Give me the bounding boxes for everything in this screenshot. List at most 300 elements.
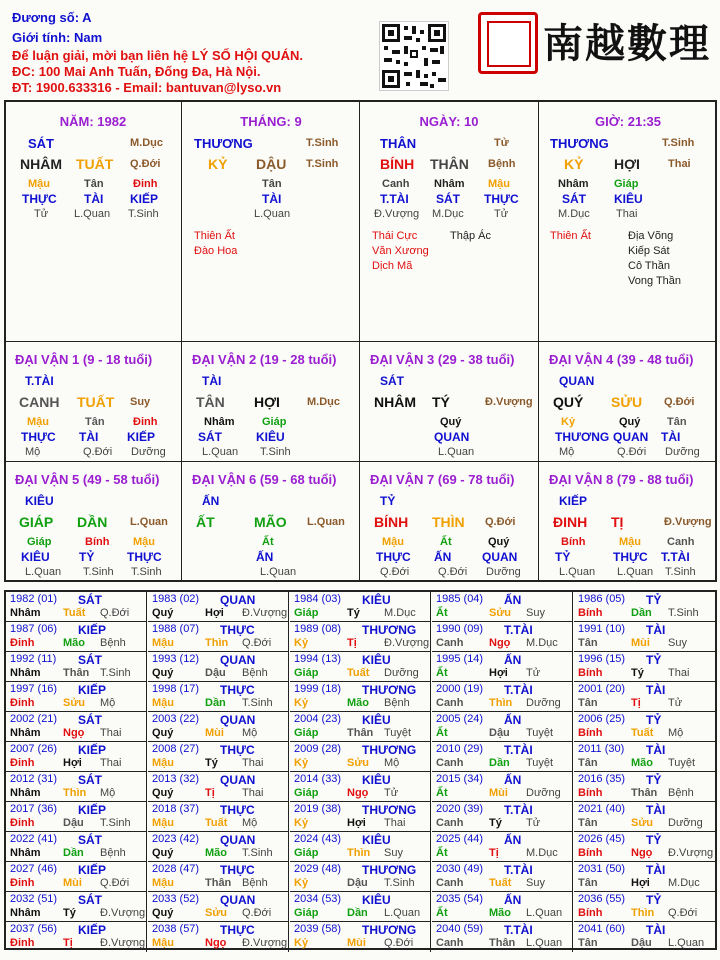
year-ten-god: QUAN xyxy=(220,773,256,787)
year-ten-god: ẤN xyxy=(504,893,522,907)
year-life-stage: T.Sinh xyxy=(100,667,131,679)
year-life-stage: M.Dục xyxy=(526,637,558,649)
dai-van-hidden-god: ẤN xyxy=(256,550,274,564)
year-branch: Mùi xyxy=(489,787,508,799)
year-branch: Ngọ xyxy=(489,637,511,649)
branch-stage: T.Sinh xyxy=(306,158,339,170)
ten-god: THƯƠNG xyxy=(194,136,253,151)
hidden-god: THỰC xyxy=(484,192,519,206)
year-label: 2020 (39) xyxy=(436,803,484,815)
dai-van-stem: ẤT xyxy=(196,514,215,530)
dai-van-stage: Đ.Vượng xyxy=(485,396,533,408)
star: Vong Thần xyxy=(628,275,682,287)
year-ten-god: THỰC xyxy=(220,743,255,757)
dai-van-hidden-stem: Mậu xyxy=(619,536,641,548)
year-label: 2001 (20) xyxy=(578,683,626,695)
year-life-stage: L.Quan xyxy=(526,937,563,949)
year-ten-god: QUAN xyxy=(220,593,256,607)
year-life-stage: Bệnh xyxy=(100,847,126,859)
dai-van-hidden-god: THƯƠNG xyxy=(555,430,610,444)
hidden-stage: Tử xyxy=(34,208,49,220)
year-label: 1985 (04) xyxy=(436,593,484,605)
dai-van-stem: CANH xyxy=(19,394,60,410)
year-branch: Thìn xyxy=(489,697,513,709)
year-branch: Thìn xyxy=(63,787,87,799)
dai-van-branch: THÌN xyxy=(432,514,465,530)
year-stem: Ất xyxy=(436,787,448,799)
qr-code-icon[interactable] xyxy=(379,21,449,91)
year-branch: Dậu xyxy=(63,817,84,829)
year-life-stage: Đ.Vượng xyxy=(100,937,146,949)
year-label: 2035 (54) xyxy=(436,893,484,905)
year-life-stage: Q.Đới xyxy=(242,907,272,919)
year-label: 1989 (08) xyxy=(294,623,342,635)
year-life-stage: Bệnh xyxy=(100,637,126,649)
dai-van-title: ĐẠI VẬN 5 (49 - 58 tuổi) xyxy=(15,472,160,487)
year-branch: Dậu xyxy=(631,937,652,949)
year-ten-god: TÀI xyxy=(646,623,666,637)
pillar-title: GIỜ: 21:35 xyxy=(594,114,661,129)
dai-van-stage: L.Quan xyxy=(307,516,345,528)
dai-van-hidden-stem: Canh xyxy=(667,536,695,548)
year-life-stage: Q.Đới xyxy=(100,607,130,619)
heavenly-stem: KỶ xyxy=(564,156,584,172)
year-label: 2038 (57) xyxy=(152,923,200,935)
dai-van-stem: GIÁP xyxy=(19,514,54,530)
year-branch: Mão xyxy=(347,697,369,709)
year-cell xyxy=(6,802,147,832)
year-stem: Bính xyxy=(578,847,603,859)
year-cell xyxy=(6,772,147,802)
dai-van-god: TÀI xyxy=(202,374,222,388)
life-stage: Tử xyxy=(494,137,509,149)
dai-van-hidden-god: THỰC xyxy=(613,550,648,564)
year-stem: Nhâm xyxy=(10,727,41,739)
dai-van-hidden-stage: Dưỡng xyxy=(665,446,700,458)
hidden-god: TÀI xyxy=(262,192,282,206)
year-life-stage: Q.Đới xyxy=(384,937,414,949)
year-branch: Mùi xyxy=(347,937,366,949)
year-life-stage: Mộ xyxy=(668,727,684,739)
dai-van-hidden-god: TÀI xyxy=(661,430,681,444)
dai-van-hidden-stage: Q.Đới xyxy=(83,446,113,458)
year-cell xyxy=(432,712,573,742)
dai-van-title: ĐẠI VẬN 6 (59 - 68 tuổi) xyxy=(192,472,337,487)
year-label: 2018 (37) xyxy=(152,803,200,815)
year-stem: Canh xyxy=(436,937,464,949)
seal-logo-icon xyxy=(478,12,538,74)
dai-van-hidden-stage: Q.Đới xyxy=(438,566,468,578)
year-branch: Sửu xyxy=(489,607,512,619)
year-life-stage: Thai xyxy=(668,667,690,679)
year-stem: Bính xyxy=(578,727,603,739)
star: Thái Cực xyxy=(372,230,418,242)
branch-stage: Thai xyxy=(668,158,691,170)
dai-van-branch: TÝ xyxy=(432,394,450,410)
dai-van-hidden-stage: Dưỡng xyxy=(131,446,166,458)
dai-van-branch: SỬU xyxy=(611,394,643,410)
year-branch: Ngọ xyxy=(347,787,369,799)
dai-van-god: ẤN xyxy=(202,494,220,508)
year-branch: Mão xyxy=(205,847,227,859)
ten-god: THÂN xyxy=(380,136,417,151)
year-label: 2011 (30) xyxy=(578,743,625,755)
seal-inner-icon xyxy=(487,21,531,67)
year-cell xyxy=(148,892,289,922)
year-ten-god: KIẾP xyxy=(78,863,107,877)
year-stem: Đinh xyxy=(10,637,35,649)
branch-stage: Q.Đới xyxy=(130,158,161,170)
year-ten-god: THƯƠNG xyxy=(362,923,417,937)
dai-van-hidden-god: SÁT xyxy=(198,430,222,444)
year-stem: Canh xyxy=(436,637,464,649)
year-life-stage: Mộ xyxy=(384,757,400,769)
dai-van-stem: BÍNH xyxy=(374,514,409,530)
year-label: 1982 (01) xyxy=(10,593,58,605)
year-label: 2026 (45) xyxy=(578,833,626,845)
year-life-stage: Dưỡng xyxy=(668,817,703,829)
year-life-stage: Tuyệt xyxy=(384,727,412,739)
year-branch: Hợi xyxy=(63,757,82,769)
year-label: 1988 (07) xyxy=(152,623,200,635)
year-ten-god: KIÊU xyxy=(362,713,391,727)
year-branch: Ngọ xyxy=(205,937,227,949)
year-life-stage: Suy xyxy=(526,877,545,889)
year-life-stage: Đ.Vượng xyxy=(668,847,714,859)
life-stage: T.Sinh xyxy=(662,137,695,149)
year-label: 2012 (31) xyxy=(10,773,58,785)
dai-van-hidden-god: TỶ xyxy=(555,550,571,564)
star: Địa Võng xyxy=(628,230,674,242)
year-branch: Mùi xyxy=(63,877,82,889)
year-label: 2006 (25) xyxy=(578,713,626,725)
year-ten-god: QUAN xyxy=(220,653,256,667)
earthly-branch: THÂN xyxy=(430,156,469,172)
year-life-stage: Q.Đới xyxy=(668,907,698,919)
year-ten-god: TỶ xyxy=(646,893,662,907)
year-life-stage: Đ.Vượng xyxy=(100,907,146,919)
dai-van-branch: HỢI xyxy=(254,394,280,410)
year-life-stage: Suy xyxy=(384,847,403,859)
year-branch: Dần xyxy=(489,757,510,769)
year-label: 2041 (60) xyxy=(578,923,626,935)
dai-van-hidden-god: TỶ xyxy=(79,550,95,564)
year-cell xyxy=(290,592,431,622)
phone-email-line[interactable]: ĐT: 1900.633316 - Email: bantuvan@lyso.vn xyxy=(12,80,282,95)
year-cell xyxy=(290,682,431,712)
year-label: 2000 (19) xyxy=(436,683,484,695)
year-cell xyxy=(6,862,147,892)
year-branch: Dậu xyxy=(489,727,510,739)
dai-van-stage: M.Dục xyxy=(307,396,340,408)
year-label: 2030 (49) xyxy=(436,863,484,875)
year-ten-god: QUAN xyxy=(220,833,256,847)
hidden-stem: Tân xyxy=(84,178,104,190)
year-cell xyxy=(290,772,431,802)
year-stem: Ất xyxy=(436,607,448,619)
year-label: 2013 (32) xyxy=(152,773,200,785)
dai-van-hidden-stem: Nhâm xyxy=(204,416,235,428)
dai-van-hidden-god: QUAN xyxy=(434,430,470,444)
year-branch: Hợi xyxy=(631,877,650,889)
year-stem: Mậu xyxy=(152,937,174,949)
year-stem: Giáp xyxy=(294,907,319,919)
year-life-stage: Dưỡng xyxy=(384,667,419,679)
year-stem: Ất xyxy=(436,907,448,919)
year-label: 2008 (27) xyxy=(152,743,200,755)
year-label: 2017 (36) xyxy=(10,803,58,815)
year-cell xyxy=(432,742,573,772)
year-label: 1996 (15) xyxy=(578,653,626,665)
dai-van-hidden-stem: Mậu xyxy=(133,536,155,548)
year-label: 2010 (29) xyxy=(436,743,484,755)
year-cell xyxy=(432,592,573,622)
year-cell xyxy=(148,622,289,652)
year-cell xyxy=(290,712,431,742)
year-stem: Quý xyxy=(152,607,174,619)
year-stem: Đinh xyxy=(10,817,35,829)
pillar-title: NĂM: 1982 xyxy=(59,114,127,129)
hidden-stem: Tân xyxy=(262,178,282,190)
year-life-stage: T.Sinh xyxy=(100,817,131,829)
dai-van-hidden-stage: T.Sinh xyxy=(665,566,696,578)
year-stem: Mậu xyxy=(152,637,174,649)
heavenly-stem: KỶ xyxy=(208,156,228,172)
dai-van-hidden-stem: Giáp xyxy=(27,536,52,548)
year-life-stage: Thai xyxy=(100,727,122,739)
year-life-stage: L.Quan xyxy=(668,937,705,949)
year-ten-god: QUAN xyxy=(220,893,256,907)
year-label: 2021 (40) xyxy=(578,803,626,815)
year-cell xyxy=(148,682,289,712)
hidden-stage: Đ.Vượng xyxy=(374,208,420,220)
year-life-stage: Mộ xyxy=(100,697,116,709)
year-ten-god: SÁT xyxy=(78,773,102,787)
dai-van-hidden-stem: Mậu xyxy=(382,536,404,548)
year-label: 2014 (33) xyxy=(294,773,342,785)
year-ten-god: THỰC xyxy=(220,803,255,817)
year-cell xyxy=(148,862,289,892)
year-branch: Mùi xyxy=(205,727,224,739)
year-stem: Giáp xyxy=(294,607,319,619)
year-stem: Đinh xyxy=(10,937,35,949)
year-cell xyxy=(290,622,431,652)
year-stem: Đinh xyxy=(10,697,35,709)
year-cell xyxy=(6,742,147,772)
year-life-stage: Q.Đới xyxy=(242,637,272,649)
earthly-branch: HỢI xyxy=(614,156,640,172)
year-ten-god: THƯƠNG xyxy=(362,623,417,637)
year-ten-god: KIÊU xyxy=(362,833,391,847)
dai-van-hidden-stem: Bính xyxy=(85,536,110,548)
year-branch: Tuất xyxy=(205,817,228,829)
year-branch: Thân xyxy=(631,787,658,799)
year-cell xyxy=(290,742,431,772)
year-life-stage: Tuyệt xyxy=(526,727,554,739)
dai-van-hidden-stage: Q.Đới xyxy=(617,446,647,458)
year-stem: Đinh xyxy=(10,757,35,769)
year-ten-god: SÁT xyxy=(78,893,102,907)
year-label: 2009 (28) xyxy=(294,743,342,755)
star: Thập Ác xyxy=(450,230,491,242)
dai-van-hidden-stem: Đinh xyxy=(133,416,158,428)
year-stem: Tân xyxy=(578,817,598,829)
dai-van-title: ĐẠI VẬN 7 (69 - 78 tuổi) xyxy=(370,472,515,487)
year-life-stage: Dưỡng xyxy=(526,787,561,799)
year-life-stage: Tuyệt xyxy=(668,757,696,769)
year-ten-god: KIÊU xyxy=(362,593,391,607)
year-life-stage: Mộ xyxy=(242,817,258,829)
year-stem: Nhâm xyxy=(10,787,41,799)
dai-van-hidden-stem: Quý xyxy=(619,416,641,428)
year-branch: Hợi xyxy=(347,817,366,829)
year-life-stage: Tuyệt xyxy=(526,757,554,769)
dai-van-hidden-stem: Quý xyxy=(440,416,462,428)
year-branch: Tuất xyxy=(347,667,370,679)
hidden-stem: Giáp xyxy=(614,178,639,190)
year-branch: Tý xyxy=(347,607,360,619)
dai-van-branch: DẦN xyxy=(77,514,108,530)
hidden-stage: Thai xyxy=(616,208,638,220)
dai-van-hidden-stage: Mộ xyxy=(559,446,575,458)
year-branch: Tý xyxy=(205,757,218,769)
hidden-stage: L.Quan xyxy=(74,208,111,220)
year-ten-god: THƯƠNG xyxy=(362,803,417,817)
year-stem: Giáp xyxy=(294,847,319,859)
year-branch: Sửu xyxy=(205,907,228,919)
dai-van-hidden-stage: L.Quan xyxy=(438,446,475,458)
pillar-title: THÁNG: 9 xyxy=(240,114,302,129)
year-stem: Canh xyxy=(436,697,464,709)
year-ten-god: TỶ xyxy=(646,833,662,847)
year-cell xyxy=(574,862,715,892)
year-label: 2036 (55) xyxy=(578,893,626,905)
year-life-stage: Tử xyxy=(526,667,541,679)
year-life-stage: Thai xyxy=(384,817,406,829)
dai-van-hidden-stem: Ất xyxy=(262,536,274,548)
year-life-stage: Mộ xyxy=(242,727,258,739)
year-stem: Bính xyxy=(578,787,603,799)
year-life-stage: Tử xyxy=(384,787,399,799)
year-branch: Thân xyxy=(489,937,516,949)
year-branch: Ngọ xyxy=(63,727,85,739)
ten-god: SÁT xyxy=(28,136,54,151)
year-life-stage: T.Sinh xyxy=(242,697,273,709)
year-stem: Quý xyxy=(152,727,174,739)
year-branch: Tuất xyxy=(63,607,86,619)
heavenly-stem: BÍNH xyxy=(380,156,415,172)
year-cell xyxy=(432,652,573,682)
year-cell xyxy=(432,862,573,892)
year-branch: Dần xyxy=(63,847,84,859)
dai-van-god: T.TÀI xyxy=(25,374,54,388)
year-branch: Dậu xyxy=(347,877,368,889)
divider xyxy=(5,461,716,462)
dai-van-hidden-stem: Kỷ xyxy=(561,416,576,428)
year-cell xyxy=(432,772,573,802)
year-label: 2023 (42) xyxy=(152,833,200,845)
year-life-stage: L.Quan xyxy=(384,907,421,919)
year-label: 2039 (58) xyxy=(294,923,342,935)
year-ten-god: SÁT xyxy=(78,833,102,847)
year-life-stage: Tử xyxy=(526,817,541,829)
year-label: 2032 (51) xyxy=(10,893,58,905)
year-cell xyxy=(148,922,289,952)
dai-van-branch: TỊ xyxy=(611,514,624,530)
hidden-stem: Mậu xyxy=(28,178,50,190)
year-ten-god: ẤN xyxy=(504,833,522,847)
dai-van-hidden-god: ẤN xyxy=(434,550,452,564)
year-life-stage: M.Dục xyxy=(384,607,416,619)
dai-van-hidden-stage: L.Quan xyxy=(617,566,654,578)
year-cell xyxy=(574,922,715,952)
year-stem: Ất xyxy=(436,727,448,739)
year-cell xyxy=(6,652,147,682)
year-ten-god: T.TÀI xyxy=(504,743,533,757)
year-ten-god: THỰC xyxy=(220,923,255,937)
year-cell xyxy=(148,652,289,682)
year-label: 1984 (03) xyxy=(294,593,342,605)
year-label: 2029 (48) xyxy=(294,863,342,875)
dai-van-hidden-stage: L.Quan xyxy=(559,566,596,578)
year-stem: Tân xyxy=(578,937,598,949)
year-branch: Tý xyxy=(489,817,502,829)
year-cell xyxy=(574,772,715,802)
year-ten-god: TỶ xyxy=(646,593,662,607)
year-stem: Nhâm xyxy=(10,667,41,679)
year-ten-god: THỰC xyxy=(220,683,255,697)
dai-van-hidden-stem: Tân xyxy=(667,416,687,428)
contact-line: Để luận giải, mời bạn liên hệ LÝ SỐ HỘI QUÁN. xyxy=(12,48,303,63)
year-label: 2034 (53) xyxy=(294,893,342,905)
year-cell xyxy=(574,832,715,862)
year-label: 2005 (24) xyxy=(436,713,484,725)
year-cell xyxy=(432,802,573,832)
address-line: ĐC: 100 Mai Anh Tuấn, Đống Đa, Hà Nội. xyxy=(12,64,261,79)
year-branch: Tý xyxy=(63,907,76,919)
year-ten-god: THỰC xyxy=(220,623,255,637)
dai-van-branch: TUẤT xyxy=(77,394,115,410)
year-label: 1999 (18) xyxy=(294,683,342,695)
year-label: 1998 (17) xyxy=(152,683,200,695)
hidden-god: KIÊU xyxy=(614,192,643,206)
year-stem: Bính xyxy=(578,907,603,919)
year-branch: Mão xyxy=(489,907,511,919)
year-cell xyxy=(574,652,715,682)
year-label: 2015 (34) xyxy=(436,773,484,785)
year-ten-god: QUAN xyxy=(220,713,256,727)
year-cell xyxy=(6,592,147,622)
year-ten-god: TỶ xyxy=(646,653,662,667)
year-cell xyxy=(574,622,715,652)
year-cell xyxy=(574,712,715,742)
year-branch: Mùi xyxy=(631,637,650,649)
year-label: 2037 (56) xyxy=(10,923,58,935)
year-ten-god: T.TÀI xyxy=(504,923,533,937)
year-branch: Sửu xyxy=(63,697,86,709)
dai-van-god: SÁT xyxy=(380,374,404,388)
year-stem: Mậu xyxy=(152,877,174,889)
dai-van-hidden-stage: T.Sinh xyxy=(260,446,291,458)
year-stem: Quý xyxy=(152,847,174,859)
year-branch: Thân xyxy=(205,877,232,889)
dai-van-god: KIẾP xyxy=(559,494,588,508)
year-cell xyxy=(290,922,431,952)
year-life-stage: Thai xyxy=(242,787,264,799)
year-cell xyxy=(574,892,715,922)
year-ten-god: KIÊU xyxy=(362,893,391,907)
year-cell xyxy=(290,892,431,922)
